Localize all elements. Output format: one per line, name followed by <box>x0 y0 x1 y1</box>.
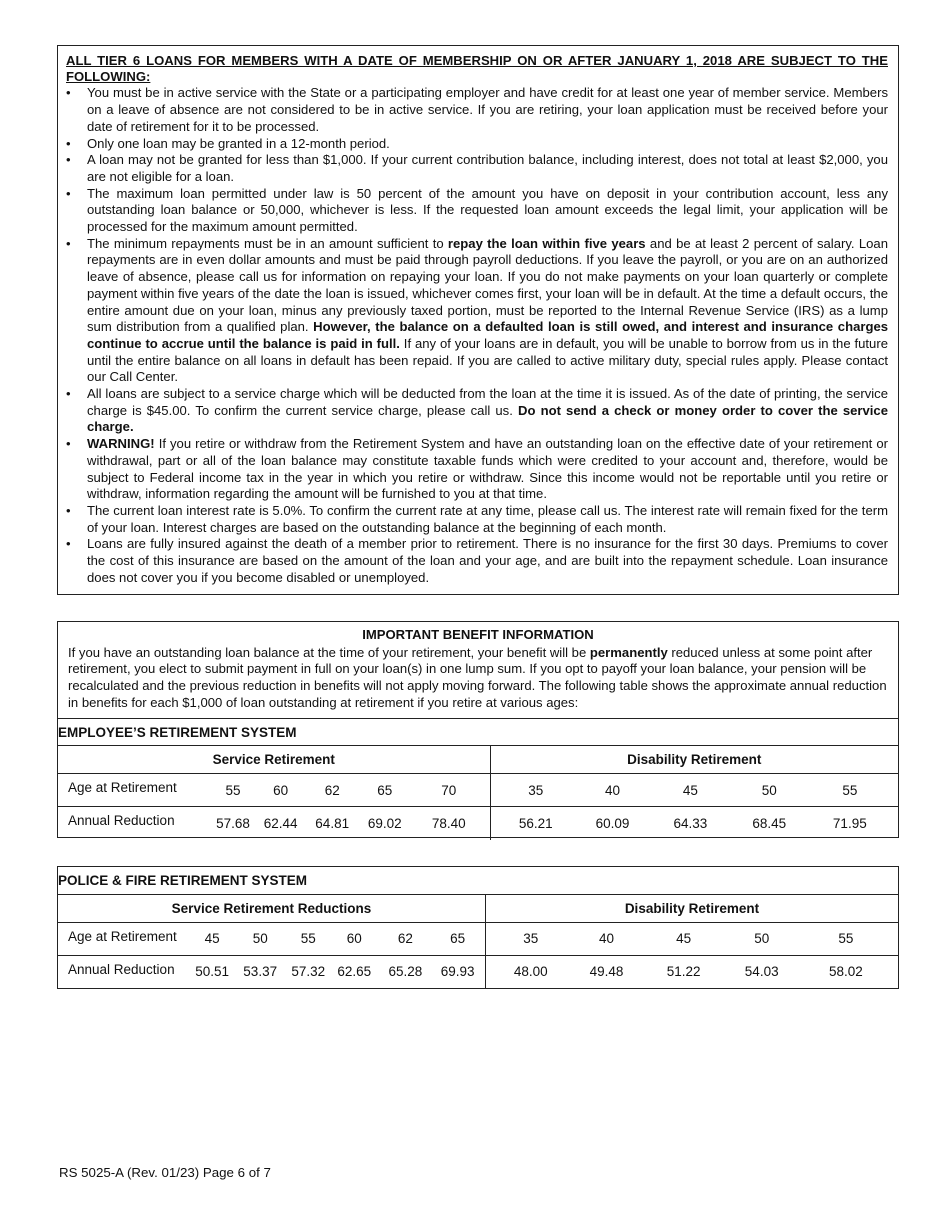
pfrs-disability-age: 35 <box>485 922 575 955</box>
benefit-info-header <box>58 622 898 718</box>
rule-service-charge-text: All loans are subject to a service charge which will be deducted from the loan at the time it is issued. As of the date of printing, the service charge is $45.00. To confirm the current service charge, please call us. <box>87 386 888 418</box>
rule-interest-rate: • The current loan interest rate is 5.0%. To confirm the current rate at any time, please call us. The interest rate will remain fixed for the term of your loan. Interest charges are based on the outstanding balance at the beginning of each month. <box>66 503 888 536</box>
ers-service-reduction: 57.68 <box>208 807 259 840</box>
benefit-description <box>68 645 888 712</box>
pfrs-age-label: Age at Retirement <box>58 922 192 955</box>
ers-reduction-label: Annual Reduction <box>58 807 208 840</box>
ers-title: EMPLOYEE’S RETIREMENT SYSTEM <box>58 719 898 746</box>
pfrs-service-age: 60 <box>328 922 380 955</box>
rule-insurance: • Loans are fully insured against the death of a member prior to retirement. There is no insurance for the first 30 days. Premiums to cover the cost of this insurance are based on the amount of the loan and your age, and are built into the repayment schedule. Loan insurance does not cover you if you become disabled or unemployed. <box>66 536 888 586</box>
pfrs-service-reduction: 65.28 <box>380 955 430 988</box>
pfrs-age-row <box>58 922 898 955</box>
ers-disability-reduction: 56.21 <box>490 807 581 840</box>
ers-disability-age: 55 <box>802 774 898 807</box>
pfrs-disability-header: Disability Retirement <box>485 894 898 922</box>
pfrs-reduction-label: Annual Reduction <box>58 955 192 988</box>
ers-disability-reduction: 71.95 <box>802 807 898 840</box>
rule-repayments-text-2: and be at least 2 percent of salary. Loan repayments are in even dollar amounts and must be paid through payroll deductions. If you leave the payroll, or you are on an authorized leave of absence, please call us for information on repaying your loan. If you do not make payments on your loan quarterly or complete payment within five years of the date the loan is issued, whichever comes first, your loan will be in default. At the time a default occurs, the entire amount due on your loan, minus any previously taxed portion, must be reported to the Internal Revenue Service (IRS) as a lump sum distribution from a qualified plan. <box>87 235 888 335</box>
rule-maximum-loan: • The maximum loan permitted under law is 50 percent of the amount you have on deposit in your contribution account, less any outstanding loan balance or 50,000, whichever is less. If the requested loan amount exceeds the legal limit, your application will be processed for the maximum amount permitted. <box>66 186 888 236</box>
benefit-title: IMPORTANT BENEFIT INFORMATION <box>362 627 594 642</box>
pfrs-service-age: 62 <box>380 922 430 955</box>
ers-service-reduction: 78.40 <box>408 807 490 840</box>
pfrs-reduction-row <box>58 955 898 988</box>
ers-service-header: Service Retirement <box>58 746 490 774</box>
pfrs-disability-reduction: 58.02 <box>794 955 898 988</box>
ers-service-age: 60 <box>258 774 303 807</box>
ers-service-age: 70 <box>408 774 490 807</box>
pfrs-section-row <box>58 894 898 922</box>
pfrs-title: POLICE & FIRE RETIREMENT SYSTEM <box>58 872 308 888</box>
ers-service-age: 65 <box>362 774 409 807</box>
pfrs-service-reduction: 50.51 <box>192 955 232 988</box>
ers-disability-age: 35 <box>490 774 581 807</box>
police-fire-box <box>57 866 899 989</box>
warning-label: WARNING! <box>87 436 155 452</box>
pfrs-disability-reduction: 54.03 <box>730 955 794 988</box>
ers-disability-age: 45 <box>644 774 737 807</box>
ers-service-reduction: 69.02 <box>362 807 409 840</box>
rule-minimum-loan: • A loan may not be granted for less than $1,000. If your current contribution balance, including interest, does not total at least $2,000, you are not eligible for a loan. <box>66 152 888 185</box>
ers-disability-age: 50 <box>737 774 802 807</box>
ers-service-reduction: 62.44 <box>258 807 303 840</box>
ers-section-row <box>58 746 898 774</box>
pfrs-disability-reduction: 51.22 <box>638 955 730 988</box>
rule-repayments-text-3: If any of your loans are in default, you will be unable to borrow from us in the future until the entire balance on all loans in default has been repaid. If you are called to active military duty, special rules apply. Please contact our Call Center. <box>87 335 888 385</box>
rule-one-loan: • Only one loan may be granted in a 12-month period. <box>66 136 888 153</box>
rule-repayments <box>66 236 888 386</box>
pfrs-disability-age: 40 <box>576 922 638 955</box>
rule-warning-text: If you retire or withdraw from the Retirement System and have an outstanding loan on the effective date of your retirement or withdrawal, part or all of the loan balance may constitute taxable funds which were credited to your account and, therefore, would be subject to Federal income tax in the year in which you retire or withdraw. Since this income would not be reportable until you retire or withdraw, information regarding the amount will be furnished to you at that time. <box>87 436 888 502</box>
ers-reduction-table <box>58 718 898 840</box>
rule-warning <box>66 436 888 503</box>
ers-reduction-row <box>58 807 898 840</box>
pfrs-disability-reduction: 48.00 <box>485 955 575 988</box>
pfrs-disability-reduction: 49.48 <box>576 955 638 988</box>
tier6-rules-list <box>66 85 888 586</box>
tier6-heading: ALL TIER 6 LOANS FOR MEMBERS WITH A DATE OF MEMBERSHIP ON OR AFTER JANUARY 1, 2018 ARE SUBJECT TO THE FOLLOWING: <box>66 53 888 85</box>
ers-disability-reduction: 68.45 <box>737 807 802 840</box>
ers-age-label: Age at Retirement <box>58 774 208 807</box>
pfrs-service-reduction: 69.93 <box>430 955 485 988</box>
pfrs-disability-age: 50 <box>730 922 794 955</box>
pfrs-disability-age: 55 <box>794 922 898 955</box>
ers-age-row <box>58 774 898 807</box>
tier6-loan-rules-box <box>57 45 899 595</box>
ers-service-age: 62 <box>303 774 362 807</box>
form-footer: RS 5025-A (Rev. 01/23) Page 6 of 7 <box>59 1165 271 1180</box>
rule-repayments-emphasis-1: repay the loan within five years <box>447 235 646 251</box>
ers-disability-age: 40 <box>581 774 644 807</box>
pfrs-service-age: 55 <box>288 922 328 955</box>
important-benefit-box <box>57 621 899 838</box>
pfrs-service-reduction: 53.37 <box>232 955 288 988</box>
pfrs-disability-age: 45 <box>638 922 730 955</box>
pfrs-service-age: 45 <box>192 922 232 955</box>
pfrs-service-reduction: 57.32 <box>288 955 328 988</box>
rule-repayments-emphasis-2: However, the balance on a defaulted loan is still owed, and interest and insurance charges continue to accrue until the balance is paid in full. <box>87 319 889 351</box>
rule-repayments-text-1: The minimum repayments must be in an amount sufficient to <box>87 235 448 251</box>
ers-disability-reduction: 60.09 <box>581 807 644 840</box>
pfrs-service-age: 50 <box>232 922 288 955</box>
pfrs-service-age: 65 <box>430 922 485 955</box>
rule-service-charge <box>66 386 888 436</box>
rule-service-charge-emphasis: Do not send a check or money order to cover the service charge. <box>87 402 888 435</box>
benefit-text-emphasis: permanently <box>589 644 668 660</box>
ers-disability-header: Disability Retirement <box>490 746 898 774</box>
ers-disability-reduction: 64.33 <box>644 807 737 840</box>
pfrs-service-reduction: 62.65 <box>328 955 380 988</box>
pfrs-title-row <box>58 867 898 894</box>
ers-service-reduction: 64.81 <box>303 807 362 840</box>
benefit-text-1: If you have an outstanding loan balance at the time of your retirement, your benefit will be <box>68 644 590 660</box>
pfrs-service-header: Service Retirement Reductions <box>58 894 485 922</box>
benefit-text-2: reduced unless at some point after retirement, you elect to submit payment in full on your loan(s) in one lump sum. If you opt to payoff your loan balance, your pension will be recalculated and the previous reduction in benefits will not apply moving forward. The following table shows the approximate annual reduction in benefits for each $1,000 of loan outstanding at retirement if you retire at various ages: <box>68 644 887 710</box>
ers-service-age: 55 <box>208 774 259 807</box>
rule-active-service: • You must be in active service with the State or a participating employer and have credit for at least one year of member service. Members on a leave of absence are not considered to be in active service. If you are retiring, your loan application must be received before your date of retirement for it to be processed. <box>66 85 888 135</box>
pfrs-reduction-table <box>58 867 898 988</box>
ers-title-row <box>58 719 898 746</box>
